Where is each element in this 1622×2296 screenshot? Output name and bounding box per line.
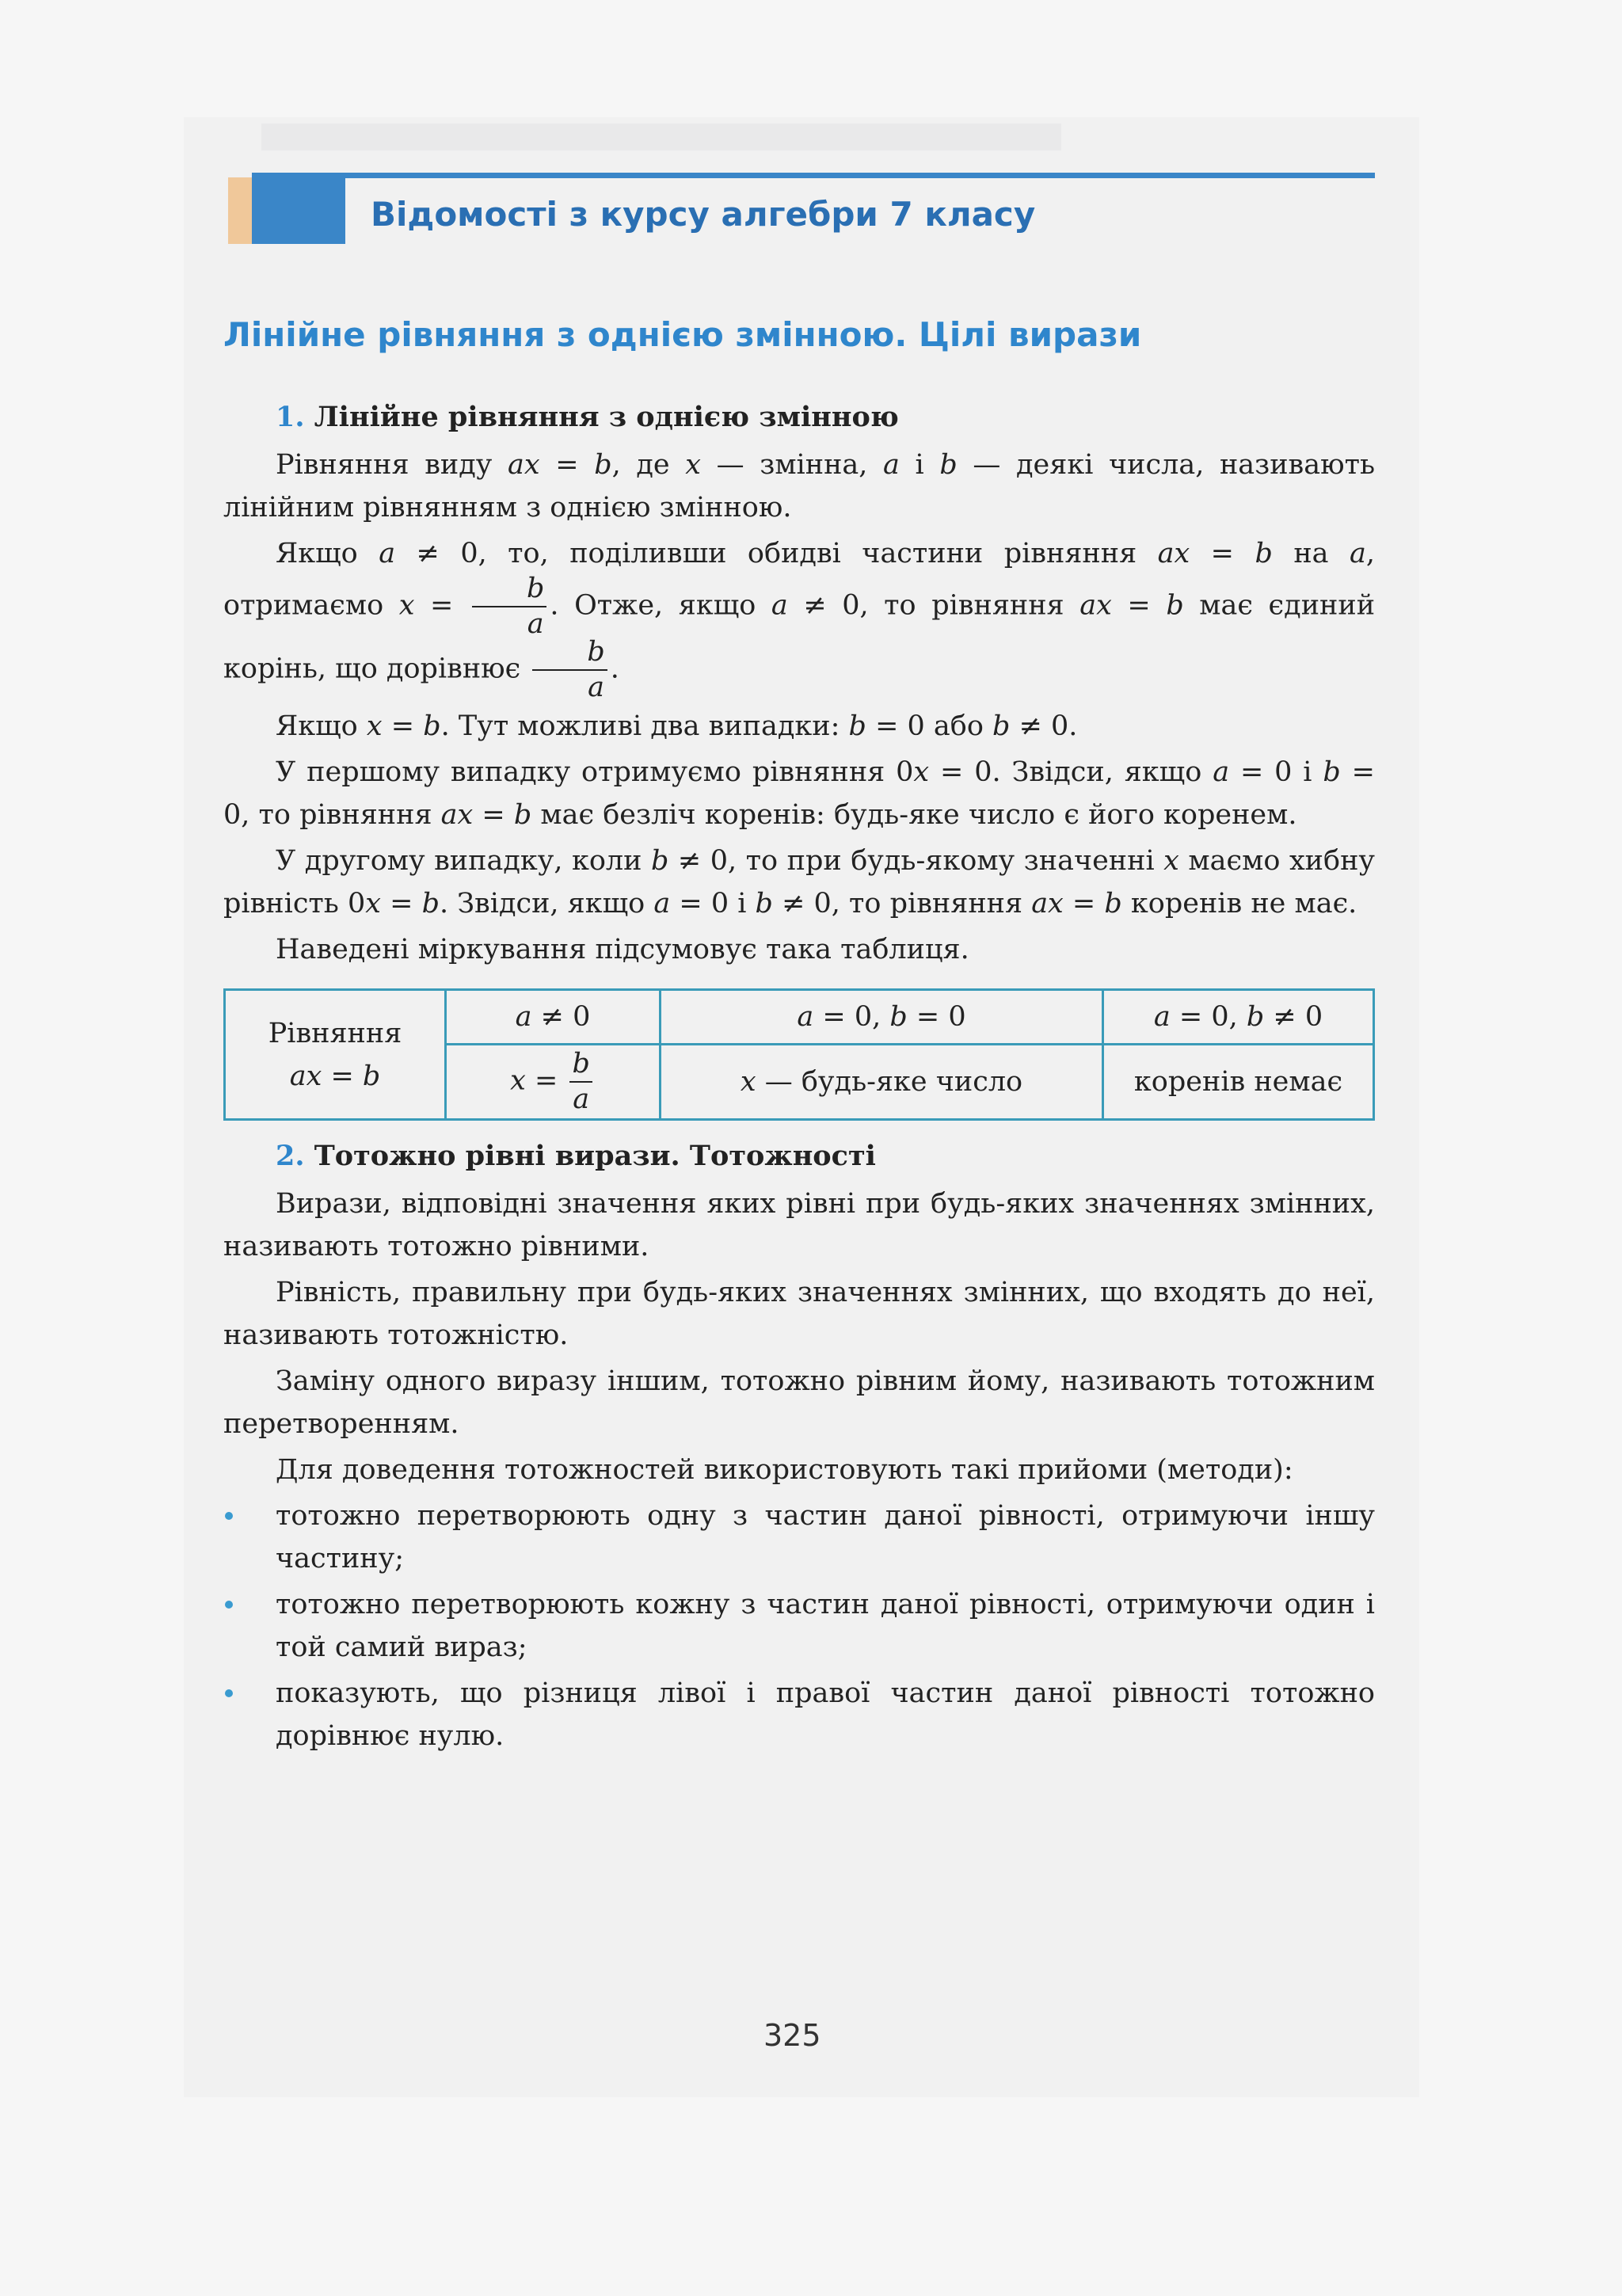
page-number: 325 bbox=[763, 2018, 821, 2053]
paragraph-identity: Рівність, правильну при будь-яких значеннях змінних, що входять до неї, називають тотожністю. bbox=[223, 1277, 1375, 1351]
subsection-title: Лінійне рівняння з однією змінною bbox=[314, 401, 899, 433]
paragraph-identically-equal: Вирази, відповідні значення яких рівні при будь-яких значеннях змінних, називають тотожно рівними. bbox=[223, 1188, 1375, 1262]
running-header-band bbox=[261, 124, 1061, 150]
paragraph-a-nonzero: Якщо a ≠ 0, то, поділивши обидві частини рівняння ax = b на a, отримаємо x = $\frac{b}{a}$ . Отже, якщо a ≠ 0, то рівняння ax = b має єдиний корінь, що дорівнює $\frac{b}{a}$ . bbox=[223, 538, 1376, 703]
list-item: тотожно перетворюють кожну з частин даної рівності, отримуючи один і той самий вираз; bbox=[223, 1583, 1375, 1669]
summary-table bbox=[223, 988, 1375, 1121]
table-cell-no-roots: коренів немає bbox=[1103, 1045, 1374, 1120]
table-row-label: Рівняння ax = b bbox=[225, 990, 446, 1120]
paragraph-identity-transformation: Заміну одного виразу іншим, тотожно рівним йому, називають тотожним перетворенням. bbox=[223, 1365, 1375, 1440]
paragraph-first-case: У першому випадку отримуємо рівняння 0x = 0. Звідси, якщо a = 0 і b = 0, то рівняння ax = b має безліч коренів: будь-яке число є його коренем. bbox=[223, 756, 1376, 831]
section-title: Лінійне рівняння з однією змінною. Цілі вирази bbox=[223, 315, 1142, 354]
table-header-a-zero-b-nonzero: a = 0, b ≠ 0 bbox=[1103, 990, 1374, 1045]
chapter-title: Відомості з курсу алгебри 7 класу bbox=[371, 195, 1036, 234]
fraction-b-over-a: $\frac{b}{a}$ bbox=[569, 1050, 592, 1114]
fraction-b-over-a: $\frac{b}{a}$ bbox=[532, 638, 607, 702]
bullet-dot-icon bbox=[225, 1689, 233, 1697]
table-cell-single-root: x = $\frac{b}{a}$ bbox=[446, 1045, 661, 1120]
header-rule bbox=[252, 173, 1375, 178]
bullet-dot-icon bbox=[225, 1512, 233, 1520]
header-color-block bbox=[252, 177, 345, 244]
fraction-b-over-a: $\frac{b}{a}$ bbox=[472, 575, 546, 638]
subsection-title: Тотожно рівні вирази. Тотожності bbox=[314, 1140, 876, 1172]
list-item: тотожно перетворюють одну з частин даної рівності, отримуючи іншу частину; bbox=[223, 1494, 1375, 1580]
subsection-2-heading bbox=[276, 1135, 1375, 1178]
paragraph-methods-intro: Для доведення тотожностей використовують такі прийоми (методи): bbox=[276, 1454, 1293, 1486]
paragraph-second-case: У другому випадку, коли b ≠ 0, то при будь-якому значенні x маємо хибну рівність 0x = b. Звідси, якщо a = 0 і b ≠ 0, то рівняння ax = b коренів не має. bbox=[223, 845, 1375, 920]
page-content bbox=[223, 396, 1375, 1761]
table-cell-any-number: x — будь-яке число bbox=[661, 1045, 1103, 1120]
paragraph-definition: Рівняння виду ax = b, де x — змінна, a і b — деякі числа, називають лінійним рівнянням з однією змінною. bbox=[223, 449, 1376, 524]
subsection-1-heading bbox=[276, 396, 1375, 439]
table-header-a-zero-b-zero: a = 0, b = 0 bbox=[661, 990, 1103, 1045]
table-header-a-nonzero: a ≠ 0 bbox=[446, 990, 661, 1045]
subsection-number: 2. bbox=[276, 1140, 305, 1172]
paragraph-table-intro: Наведені міркування підсумовує така таблиця. bbox=[276, 934, 969, 965]
list-item: показують, що різниця лівої і правої частин даної рівності тотожно дорівнює нулю. bbox=[223, 1672, 1375, 1757]
bullet-dot-icon bbox=[225, 1601, 233, 1609]
paragraph-a-zero: Якщо x = b. Тут можливі два випадки: b = 0 або b ≠ 0. bbox=[276, 710, 1078, 742]
subsection-number: 1. bbox=[276, 401, 305, 433]
